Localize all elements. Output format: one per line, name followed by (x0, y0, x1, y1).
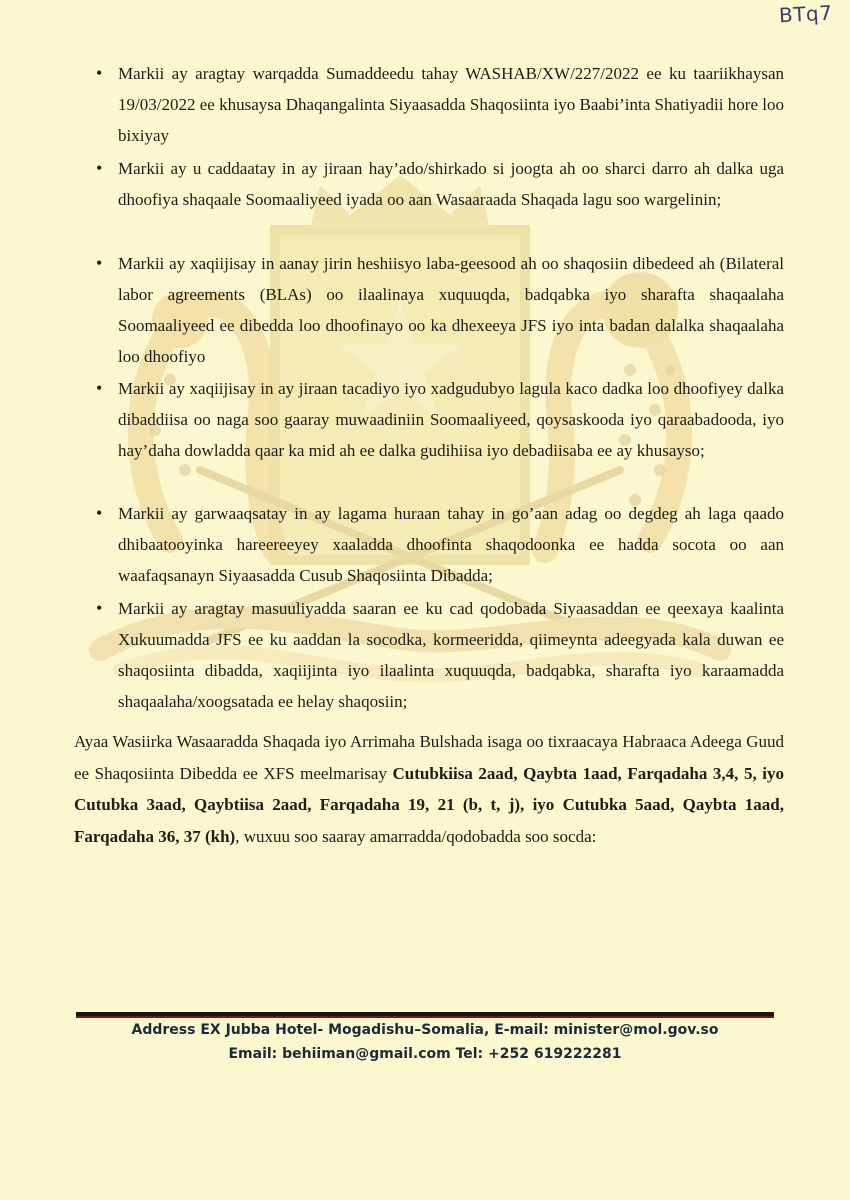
list-item: • Markii ay garwaaqsatay in ay lagama huraan tahay in go’aan adag oo degdeg ah laga qaado dhibaatooyinka hareereeyey xaaladda dhoofinta shaqodoonka ee hadda socota oo aan waafaqsanayn Siyaasadda Cusub Shaqosiinta Dibadda; (74, 498, 784, 591)
closing-legal-references: Cutubkiisa 2aad, Qaybta 1aad, Farqadaha 3,4, 5, iyo Cutubka 3aad, Qaybtiisa 2aad, Farqadaha 19, 21 (b, t, j), iyo Cutubka 5aad, Qaybta 1aad, Farqadaha 36, 37 (kh) (74, 763, 785, 846)
list-item: • Markii ay xaqiijisay in ay jiraan tacadiyo iyo xadgudubyo lagula kaco dadka loo dhoofiyey dalka dibaddiisa oo naga soo gaaray muwaadiniin Soomaaliyeed, qoysaskooda iyo qaraabadooda, iyo hay’daha dowladda qaar ka mid ah ee dalka gudihiisa iyo debadiisaba ee ay khusayso; (74, 373, 784, 496)
list-item: • Markii ay aragtay masuuliyadda saaran ee ku cad qodobada Siyaasaddan ee qeexaya kaalinta Xukuumadda JFS ee ku aaddan la socodka, kormeeridda, qiimeynta adeegyada kala duwan ee shaqosiinta dibadda, xaqiijinta iyo ilaalinta xuquuqda, badqabka, sharafta iyo karaamadda shaqaalaha/xoogsatada ee helay shaqosiin; (74, 593, 784, 717)
list-item: • Markii ay u caddaatay in ay jiraan hay’ado/shirkado si joogta ah oo sharci darro ah dalka uga dhoofiya shaqaale Soomaaliyeed iyada oo aan Wasaaraada Shaqada lagu soo wargelinin; (74, 153, 784, 246)
footer-contact: Email: behiiman@gmail.com Tel: +252 619222281 (228, 1046, 622, 1062)
footer-divider (76, 1012, 774, 1018)
closing-intro: Ayaa Wasiirka Wasaaradda Shaqada iyo Arrimaha Bulshada isaga oo tixraacaya Habraaca Adeega Guud ee Shaqosiinta Dibedda ee XFS meelmarisay (74, 732, 784, 783)
closing-outro: , wuxuu soo saaray amarradda/qodobadda soo socda: (235, 826, 597, 846)
footer-address: Address EX Jubba Hotel- Mogadishu–Somalia, E-mail: minister@mol.gov.so (131, 1022, 719, 1038)
closing-paragraph (74, 726, 784, 852)
handwritten-reference-mark: BTq7 (778, 0, 833, 28)
list-item: • Markii ay aragtay warqadda Sumaddeedu tahay WASHAB/XW/227/2022 ee ku taariikhaysan 19/03/2022 ee khusaysa Dhaqangalinta Siyaasadda Shaqosiinta iyo Baabi’inta Shatiyadii hore loo bixiyay (74, 58, 784, 151)
preamble-list (74, 58, 784, 719)
list-item: • Markii ay xaqiijisay in aanay jirin heshiisyo laba-geesood ah oo shaqosiin dibedeed ah (Bilateral labor agreements (BLAs) oo ilaalinaya xuquuqda, badqabka iyo sharafta shaqaalaha Soomaaliyeed ee dibedda loo dhoofinayo oo ka dhexeeya JFS iyo inta badan dalalka shaqaalaha loo dhoofiyo (74, 248, 784, 371)
